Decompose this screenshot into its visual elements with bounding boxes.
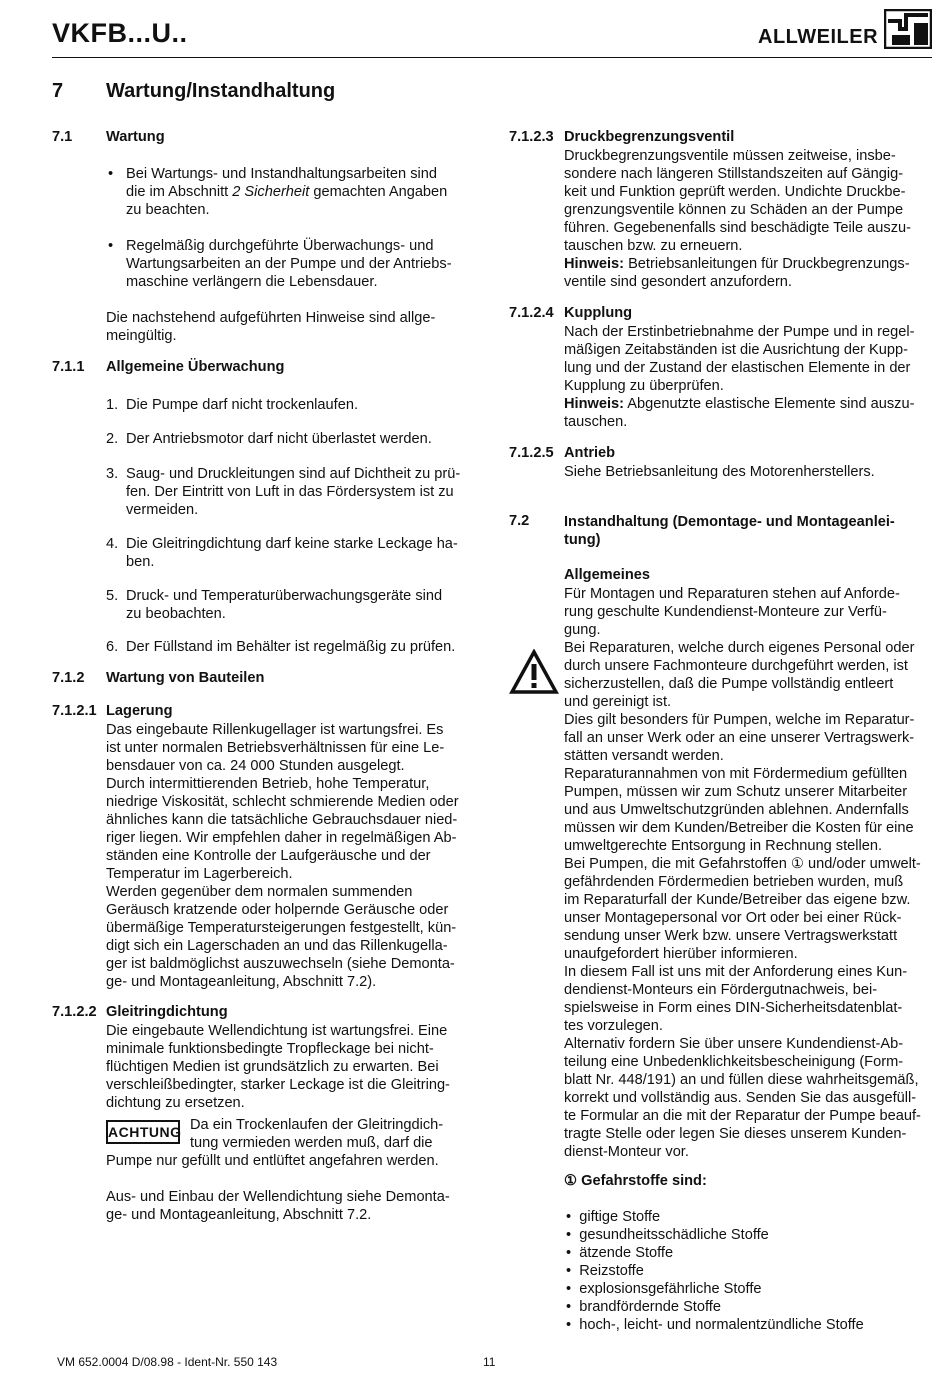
section-title: Instandhaltung (Demontage- und Montageanlei- tung) — [564, 514, 895, 548]
list-item: • giftige Stoffe — [566, 1209, 661, 1225]
item-number: 6. — [106, 639, 119, 655]
section-number: 7.1.2.3 — [509, 129, 554, 145]
list-item: • ätzende Stoffe — [566, 1245, 674, 1261]
item-number: 4. — [106, 536, 119, 552]
hazard-list — [566, 1208, 864, 1334]
section-number: 7.1.2.1 — [52, 703, 97, 719]
chapter-title: Wartung/Instandhaltung — [106, 80, 336, 102]
paragraph: Das eingebaute Rillenkugellager ist wartungsfrei. Es ist unter normalen Betriebsverhältnissen für eine Le- bensdauer von ca. 24 000 Stunden ausgelegt. Durch intermittierenden Betrieb, hohe Temperatur, niedrige Viskosität, schlecht schmierende Medien oder ähnliches kann die tatsächliche Gebrauchsdauer nied- riger liegen. Wir empfehlen daher in regelmäßigen Ab- ständen eine Kontrolle der Laufgeräusche und der Temperatur im Lagerbereich. Werden gegenüber dem normalen summenden Geräusch kratzende oder holpernde Geräusche oder übermäßige Temperatursteigerungen festgestellt, kün- digt sich ein Lagerschaden an und das Rillenkugella- ger ist baldmöglichst auszuwechseln (siehe Demonta- ge- und Montageanleitung, Abschnitt 7.2). — [106, 722, 459, 990]
paragraph: Die eingebaute Wellendichtung ist wartungsfrei. Eine minimale funktionsbedingte Tropfleckage bei nicht- flüchtigen Medien ist grundsätzlich zu erwarten. Bei verschleißbedingter, starker Leckage ist die Gleitring- dichtung zu ersetzen. — [106, 1023, 450, 1111]
list-item: • gesundheitsschädliche Stoffe — [566, 1227, 769, 1243]
brand-name: ALLWEILER — [758, 26, 879, 48]
achtung-label: ACHTUNG — [106, 1120, 180, 1144]
subsection-title: Allgemeines — [564, 567, 650, 583]
section-number: 7.1 — [52, 129, 73, 145]
section-number: 7.1.2.2 — [52, 1004, 97, 1020]
hazard-list-title: ① Gefahrstoffe sind: — [564, 1173, 707, 1189]
section-title: Kupplung — [564, 305, 633, 321]
warning-text: Pumpe nur gefüllt und entlüftet angefahren werden. — [106, 1153, 439, 1169]
item-number: 5. — [106, 588, 119, 604]
list-item: Die Pumpe darf nicht trockenlaufen. — [126, 397, 359, 413]
paragraph: Nach der Erstinbetriebnahme der Pumpe und in regel- mäßigen Zeitabständen ist die Ausrichtung der Kupp- lung und der Zustand der elastischen Elemente in der Kupplung zu überprüfen. Hinweis: Abgenutzte elastische Elemente sind auszu- tauschen. — [564, 324, 915, 430]
paragraph: Aus- und Einbau der Wellendichtung siehe Demonta- ge- und Montageanleitung, Abschnitt 7.2. — [106, 1189, 450, 1223]
item-number: 3. — [106, 466, 119, 482]
section-title: Antrieb — [564, 445, 616, 461]
list-item: Der Antriebsmotor darf nicht überlastet werden. — [126, 431, 432, 447]
paragraph: Für Montagen und Reparaturen stehen auf Anforde- rung geschulte Kundendienst-Monteure zur Verfü- gung. — [564, 586, 900, 638]
list-item: Der Füllstand im Behälter ist regelmäßig zu prüfen. — [126, 639, 456, 655]
document-title: VKFB...U.. — [52, 18, 188, 48]
allweiler-logo-icon — [884, 9, 932, 49]
paragraph: Die nachstehend aufgeführten Hinweise sind allge- meingültig. — [106, 310, 436, 344]
section-title: Wartung — [106, 129, 165, 145]
list-item: Regelmäßig durchgeführte Überwachungs- und Wartungsarbeiten an der Pumpe und der Antriebs- maschine verlängern die Lebensdauer. — [126, 238, 452, 290]
header-rule — [52, 57, 932, 58]
list-item: • hoch-, leicht- und normalentzündliche Stoffe — [566, 1317, 864, 1333]
paragraph: Bei Reparaturen, welche durch eigenes Personal oder durch unsere Fachmonteure durchgeführt werden, ist sicherzustellen, daß die Pumpe vollständig entleert und gereinigt ist. Dies gilt besonders für Pumpen, welche im Reparatur- fall an unser Werk oder an eine unserer Vertragswerk- stätten versandt werden. Reparaturannahmen von mit Fördermedium gefüllten Pumpen, müssen wir zum Schutz unserer Mitarbeiter und aus Umweltschutzgründen ablehnen. Andernfalls müssen wir dem Kunden/Betreiber die Kosten für eine umweltgerechte Entsorgung in Rechnung stellen. Bei Pumpen, die mit Gefahrstoffen ① und/oder umwelt- gefährdenden Fördermedien betrieben wurden, muß im Reparaturfall der Kunde/Betreiber das eigene bzw. unser Montagepersonal vor Ort oder bei einer Rück- sendung unser Werk bzw. unsere Vertragswerkstatt unaufgefordert hierüber informieren. In diesem Fall ist uns mit der Anforderung eines Kun- dendienst-Monteurs ein Fördergutnachweis, bei- spielsweise in Form eines DIN-Sicherheitsdatenblat- tes vorzulegen. Alternativ fordern Sie über unsere Kundendienst-Ab- teilung eine Unbedenklichkeitsbescheinigung (Form- blatt Nr. 448/191) an und füllen diese wahrheitsgemäß, korrekt und vollständig aus. Senden Sie das ausgefüll- te Formular an die mit der Reparatur der Pumpe beauf- tragte Stelle oder legen Sie dieses unserem Kunden- dienst-Monteur vor. — [564, 640, 921, 1160]
chapter-number: 7 — [52, 80, 64, 102]
list-item: • explosionsgefährliche Stoffe — [566, 1281, 762, 1297]
section-number: 7.1.2.5 — [509, 445, 554, 461]
section-title: Lagerung — [106, 703, 173, 719]
warning-triangle-icon — [509, 649, 559, 695]
paragraph: Siehe Betriebsanleitung des Motorenherstellers. — [564, 464, 875, 480]
item-number: 1. — [106, 397, 119, 413]
warning-text: Da ein Trockenlaufen der Gleitringdich- tung vermieden werden muß, darf die — [190, 1117, 444, 1151]
section-title: Gleitringdichtung — [106, 1004, 228, 1020]
page-number: 11 — [483, 1355, 496, 1369]
list-item: Bei Wartungs- und Instandhaltungsarbeiten sind die im Abschnitt 2 Sicherheit gemachten Angaben zu beachten. — [126, 166, 448, 218]
section-number: 7.1.1 — [52, 359, 85, 375]
list-item: Druck- und Temperaturüberwachungsgeräte sind zu beobachten. — [126, 588, 443, 622]
paragraph: Druckbegrenzungsventile müssen zeitweise, insbe- sondere nach längeren Stillstandszeiten auf Gängig- keit und Funktion geprüft werden. Undichte Druckbe- grenzungsventile können zu Schäden an der Pumpe führen. Gegebenenfalls sind beschädigte Teile auszu- tauschen bzw. zu erneuern. Hinweis: Betriebsanleitungen für Druckbegrenzungs- ventile sind gesondert anzufordern. — [564, 148, 911, 290]
footer-doc-ref: VM 652.0004 D/08.98 - Ident-Nr. 550 143 — [57, 1355, 278, 1369]
section-title: Druckbegrenzungsventil — [564, 129, 735, 145]
bullet-icon: • — [108, 238, 114, 254]
section-number: 7.2 — [509, 513, 530, 529]
list-item: • Reizstoffe — [566, 1263, 644, 1279]
item-number: 2. — [106, 431, 119, 447]
list-item: Saug- und Druckleitungen sind auf Dichtheit zu prü- fen. Der Eintritt von Luft in das Fördersystem ist zu vermeiden. — [126, 466, 461, 518]
list-item: Die Gleitringdichtung darf keine starke Leckage ha- ben. — [126, 536, 458, 570]
section-title: Wartung von Bauteilen — [106, 670, 265, 686]
section-title: Allgemeine Überwachung — [106, 359, 285, 375]
list-item: • brandfördernde Stoffe — [566, 1299, 721, 1315]
bullet-icon: • — [108, 166, 114, 182]
section-number: 7.1.2.4 — [509, 305, 554, 321]
section-number: 7.1.2 — [52, 670, 85, 686]
